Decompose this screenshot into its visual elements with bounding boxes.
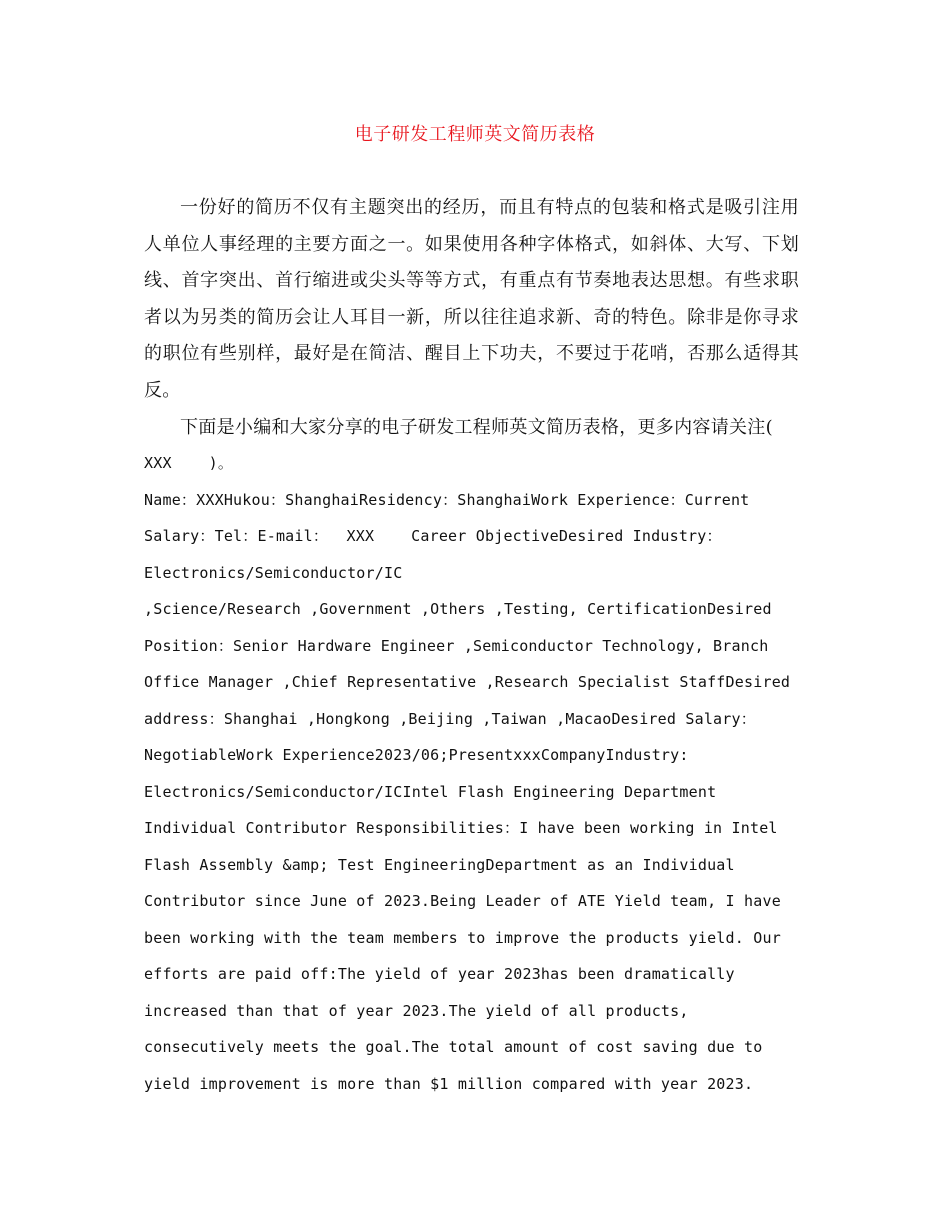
share-line-text: 下面是小编和大家分享的电子研发工程师英文简历表格，更多内容请关注( bbox=[180, 416, 773, 438]
resume-line: consecutively meets the goal.The total amount of cost saving due to bbox=[144, 1038, 763, 1056]
resume-body bbox=[144, 445, 804, 1102]
resume-line: Salary：Tel：E-mail： XXX Career ObjectiveDesired Industry： bbox=[144, 527, 722, 545]
share-line-contact: XXX )。 bbox=[144, 454, 234, 472]
resume-line: Flash Assembly &amp; Test EngineeringDepartment as an Individual bbox=[144, 855, 735, 874]
resume-line: Contributor since June of 2023.Being Leader of ATE Yield team, I have bbox=[144, 892, 781, 910]
resume-line: address：Shanghai ,Hongkong ,Beijing ,Taiwan ,MacaoDesired Salary： bbox=[144, 709, 756, 728]
document-title: 电子研发工程师英文简历表格 bbox=[354, 124, 596, 145]
intro-paragraph: 一份好的简历不仅有主题突出的经历，而且有特点的包装和格式是吸引注用人单位人事经理的主要方面之一。如果使用各种字体格式，如斜体、大写、下划线、首字突出、首行缩进或尖头等等方式，有重点有节奏地表达思想。有些求职者以为另类的简历会让人耳目一新，所以往往追求新、奇的特色。除非是你寻求的职位有些别样，最好是在简洁、醒目上下功夫，不要过于花哨，否那么适得其反。 bbox=[144, 197, 799, 401]
resume-line: increased than that of year 2023.The yield of all products, bbox=[144, 1001, 689, 1020]
share-line bbox=[144, 410, 799, 447]
resume-line: Position：Senior Hardware Engineer ,Semiconductor Technology, Branch bbox=[144, 636, 769, 655]
resume-line: been working with the team members to improve the products yield. Our bbox=[144, 928, 781, 947]
resume-line: efforts are paid off:The yield of year 2023has been dramatically bbox=[144, 965, 735, 983]
intro-section bbox=[144, 190, 799, 446]
resume-line: Office Manager ,Chief Representative ,Research Specialist StaffDesired bbox=[144, 673, 791, 691]
resume-line: yield improvement is more than $1 million compared with year 2023. bbox=[144, 1074, 754, 1093]
resume-line: NegotiableWork Experience2023/06;PresentxxxCompanyIndustry: bbox=[144, 746, 689, 764]
resume-line: Electronics/Semiconductor/IC bbox=[144, 563, 403, 582]
resume-line: Name：XXXHukou：ShanghaiResidency：ShanghaiWork Experience：Current bbox=[144, 490, 750, 509]
resume-line: ,Science/Research ,Government ,Others ,Testing, CertificationDesired bbox=[144, 600, 772, 618]
resume-line: Individual Contributor Responsibilities：I have been working in Intel bbox=[144, 819, 778, 837]
resume-line: Electronics/Semiconductor/ICIntel Flash Engineering Department bbox=[144, 782, 717, 801]
